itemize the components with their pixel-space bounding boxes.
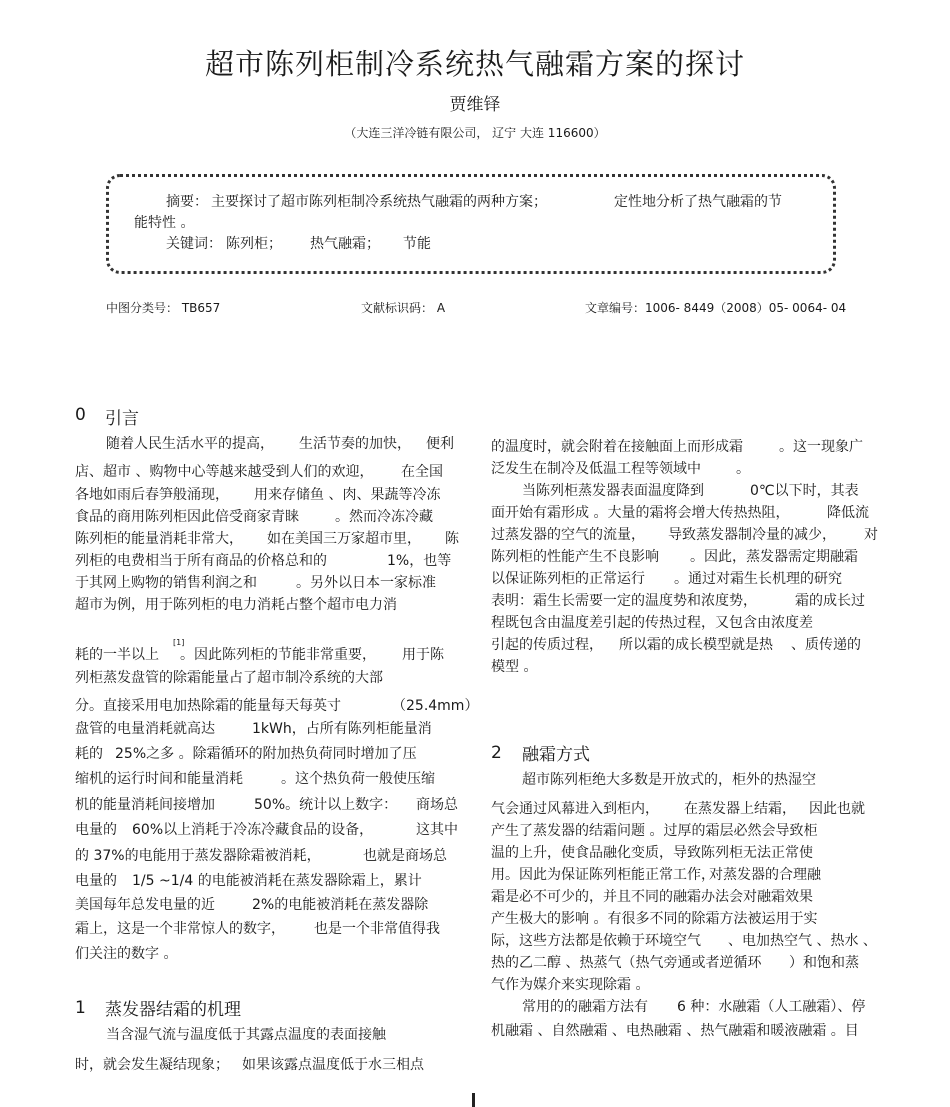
text-fragment: 便利 <box>426 436 454 452</box>
text-fragment: 如在美国三万家超市里， <box>267 531 421 547</box>
text-fragment: 陈列柜的性能产生不良影响 <box>491 549 659 565</box>
text-fragment: 面开始有霜形成 。大量的霜将会增大传热热阻， <box>491 505 790 521</box>
text-fragment: 1kWh，占所有陈列柜能量消 <box>252 721 432 737</box>
text-fragment: 盘管的电量消耗就高达 <box>75 721 215 737</box>
text-fragment: 。因此，蒸发器需定期融霜 <box>690 549 858 565</box>
text-line: 当含湿气流与温度低于其露点温度的表面接触 <box>106 1027 386 1043</box>
text-fragment: 机的能量消耗间接增加 <box>75 797 215 813</box>
section-heading: 融霜方式 <box>522 745 590 765</box>
text-fragment: 。这一现象广 <box>779 439 863 455</box>
text-line: 机融霜 、自然融霜 、电热融霜 、热气融霜和暖液融霜 。目 <box>491 1023 859 1039</box>
paper-title: 超市陈列柜制冷系统热气融霜方案的探讨 <box>204 47 745 81</box>
text-fragment: 电量的 <box>75 822 117 838</box>
article-number: 文章编号：1006- 8449（2008）05- 0064- 04 <box>585 301 847 315</box>
author: 贾维铎 <box>449 95 501 115</box>
text-fragment: 店、超市 、购物中心等越来越受到人们的欢迎， <box>75 464 374 480</box>
text-fragment: ）和饱和蒸 <box>789 955 859 971</box>
text-fragment: 随着人民生活水平的提高， <box>106 436 274 452</box>
text-fragment: 25%之多 。除霜循环的附加热负荷同时增加了压 <box>115 746 417 762</box>
text-fragment: 60%以上消耗于冷冻冷藏食品的设备， <box>132 822 374 838</box>
text-fragment: 1/5 ~1/4 的电能被消耗在蒸发器除霜上，累计 <box>132 873 422 889</box>
text-fragment: 导致蒸发器制冷量的减少， <box>668 527 836 543</box>
text-fragment: 列柜的电费相当于所有商品的价格总和的 <box>75 553 327 569</box>
text-fragment: 的 37%的电能用于蒸发器除霜被消耗， <box>75 848 321 864</box>
text-line: 模型 。 <box>491 659 538 675</box>
text-fragment: 分。直接采用电加热除霜的能量每天每英寸 <box>75 698 341 714</box>
text-fragment: 用来存储鱼 、肉、果蔬等冷冻 <box>254 487 441 503</box>
text-fragment: 如果该露点温度低于水三相点 <box>242 1057 424 1073</box>
text-fragment: 。这个热负荷一般使压缩 <box>281 771 435 787</box>
section-heading: 蒸发器结霜的机理 <box>105 1000 241 1020</box>
abstract-text: 能特性 。 <box>134 215 195 231</box>
section-number: 2 <box>491 743 502 763</box>
text-fragment: 常用的的融霜方法有 <box>522 999 648 1015</box>
text-fragment: 以保证陈列柜的正常运行 <box>491 571 645 587</box>
page-mark <box>472 1093 475 1107</box>
text-fragment: 也是一个非常值得我 <box>314 921 440 937</box>
abstract-box <box>106 174 836 274</box>
document-code: 文献标识码： A <box>361 301 446 315</box>
abstract-text: 定性地分析了热气融霜的节 <box>614 194 782 210</box>
text-fragment: 因此也就 <box>809 801 865 817</box>
text-fragment: 食品的商用陈列柜因此倍受商家青睐 <box>75 509 299 525</box>
text-fragment: 6 种：水融霜（人工融霜）、停 <box>677 999 866 1015</box>
text-fragment: 也就是商场总 <box>363 848 447 864</box>
affiliation: （大连三洋冷链有限公司， 辽宁 大连 116600） <box>344 126 606 140</box>
clc-number: 中图分类号： TB657 <box>106 301 221 315</box>
text-fragment: 时，就会发生凝结现象； <box>75 1057 229 1073</box>
text-fragment: 降低流 <box>827 505 869 521</box>
text-fragment: 引起的传质过程， <box>491 637 603 653</box>
text-fragment: （25.4mm） <box>392 698 479 714</box>
section-number: 0 <box>75 405 86 425</box>
text-fragment: 美国每年总发电量的近 <box>75 897 215 913</box>
text-fragment: 对 <box>864 527 878 543</box>
text-fragment: 于其网上购物的销售利润之和 <box>75 575 257 591</box>
text-line: 超市陈列柜绝大多数是开放式的，柜外的热湿空 <box>522 772 816 788</box>
text-fragment: 的温度时，就会附着在接触面上而形成霜 <box>491 439 743 455</box>
text-fragment: 当陈列柜蒸发器表面温度降到 <box>522 483 704 499</box>
text-fragment: 。通过对霜生长机理的研究 <box>674 571 842 587</box>
keyword: 陈列柜； <box>226 236 282 252</box>
section-heading: 引言 <box>105 409 139 429</box>
text-fragment: 霜上，这是一个非常惊人的数字， <box>75 921 285 937</box>
text-fragment: 陈 <box>445 531 459 547</box>
text-fragment: 在蒸发器上结霜， <box>684 801 796 817</box>
text-line: 产生极大的影响 。有很多不同的除霜方法被运用于实 <box>491 911 818 927</box>
text-fragment: 缩机的运行时间和能量消耗 <box>75 771 243 787</box>
text-fragment: 2%的电能被消耗在蒸发器除 <box>252 897 429 913</box>
text-fragment: 商场总 <box>416 797 458 813</box>
citation-ref: [1] <box>173 638 185 647</box>
text-fragment: 。另外以日本一家标准 <box>296 575 436 591</box>
text-line: 们关注的数字 。 <box>75 946 178 962</box>
text-fragment: 对蒸发器的合理融 <box>709 867 821 883</box>
text-fragment: 生活节奏的加快， <box>299 436 411 452</box>
text-fragment: 。 <box>736 461 750 477</box>
text-fragment: 表明：霜生长需要一定的温度势和浓度势， <box>491 593 757 609</box>
text-fragment: 各地如雨后春笋般涌现， <box>75 487 229 503</box>
text-line: 产生了蒸发器的结霜问题 。过厚的霜层必然会导致柜 <box>491 823 818 839</box>
text-fragment: 耗的 <box>75 746 103 762</box>
abstract-text: 主要探讨了超市陈列柜制冷系统热气融霜的两种方案； <box>211 194 547 210</box>
text-fragment: 热的乙二醇 、热蒸气（热气旁通或者逆循环 <box>491 955 762 971</box>
text-line: 温的上升，使食品融化变质，导致陈列柜无法正常使 <box>491 845 813 861</box>
text-fragment: 泛发生在制冷及低温工程等领域中 <box>491 461 701 477</box>
text-fragment: 在全国 <box>401 464 443 480</box>
text-fragment: 。然而冷冻冷藏 <box>335 509 433 525</box>
text-fragment: 用。因此为保证陈列柜能正常工作， <box>491 867 715 883</box>
text-fragment: 际，这些方法都是依赖于环境空气 <box>491 933 701 949</box>
text-fragment: 用于陈 <box>402 647 444 663</box>
text-fragment: 、电加热空气 、热水 、 <box>728 933 877 949</box>
text-line: 超市为例，用于陈列柜的电力消耗占整个超市电力消 <box>75 597 397 613</box>
text-fragment: 过蒸发器的空气的流量， <box>491 527 645 543</box>
text-fragment: 。因此陈列柜的节能非常重要， <box>180 647 376 663</box>
text-fragment: 陈列柜的能量消耗非常大， <box>75 531 243 547</box>
section-number: 1 <box>75 998 86 1018</box>
text-fragment: 0℃以下时，其表 <box>750 483 859 499</box>
text-fragment: 所以霜的成长模型就是热 <box>619 637 773 653</box>
text-fragment: 这其中 <box>416 822 458 838</box>
text-fragment: 气会通过风幕进入到柜内， <box>491 801 659 817</box>
keywords-label: 关键词： <box>166 236 222 252</box>
text-fragment: 霜的成长过 <box>795 593 865 609</box>
text-fragment: 50%。统计以上数字： <box>254 797 398 813</box>
abstract-label: 摘要： <box>166 194 208 210</box>
text-line: 气作为媒介来实现除霜 。 <box>491 977 650 993</box>
text-fragment: 电量的 <box>75 873 117 889</box>
text-fragment: 1%，也等 <box>387 553 452 569</box>
text-line: 列柜蒸发盘管的除霜能量占了超市制冷系统的大部 <box>75 670 383 686</box>
text-line: 程既包含由温度差引起的传热过程，又包含由浓度差 <box>491 615 813 631</box>
text-fragment: 耗的一半以上 <box>75 647 159 663</box>
text-line: 霜是必不可少的，并且不同的融霜办法会对融霜效果 <box>491 889 813 905</box>
keyword: 节能 <box>403 236 431 252</box>
keyword: 热气融霜； <box>310 236 380 252</box>
text-fragment: 、质传递的 <box>791 637 861 653</box>
